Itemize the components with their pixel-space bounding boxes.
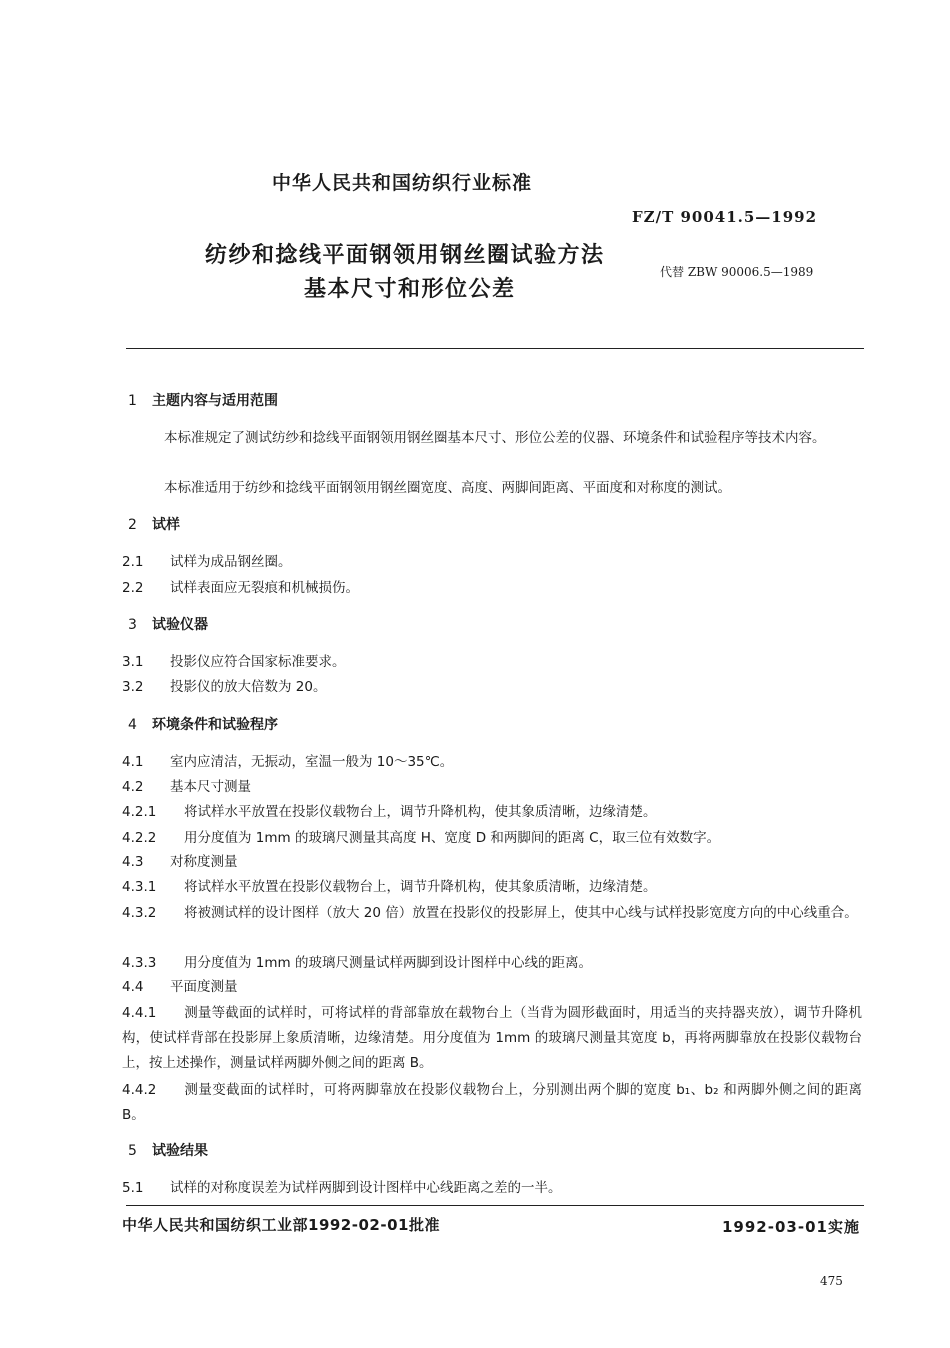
clause-text: 投影仪应符合国家标准要求。 [170,654,346,670]
section-4-heading [128,714,278,734]
clause-text: 将被测试样的设计图样（放大 20 倍）放置在投影仪的投影屏上，使其中心线与试样投影宽度方向的中心线重合。 [184,905,858,921]
clause-number: 4.4.2 [122,1082,157,1098]
page-number: 475 [820,1274,843,1288]
clause-number: 2.2 [122,580,144,596]
clause-number: 4.3.3 [122,955,157,971]
effective-date: 1992-03-01实施 [722,1218,860,1236]
clause-text: 将试样水平放置在投影仪载物台上，调节升降机构，使其象质清晰，边缘清楚。 [184,804,657,820]
section-2-heading [128,514,180,534]
clause-4-3-1 [122,877,657,897]
section-5-heading [128,1140,208,1160]
clause-number: 4.1 [122,754,144,770]
section-number: 4 [128,717,137,733]
clause-text: 基本尺寸测量 [170,779,251,795]
clause-3-1 [122,652,346,672]
clause-4-3-2 [122,901,862,926]
clause-3-2 [122,677,326,697]
clause-text: 将试样水平放置在投影仪载物台上，调节升降机构，使其象质清晰，边缘清楚。 [184,879,657,895]
clause-text: 室内应清洁，无振动，室温一般为 10～35℃。 [170,754,454,770]
clause-2-1 [122,552,292,572]
section-number: 3 [128,617,137,633]
clause-text: 试样表面应无裂痕和机械损伤。 [170,580,359,596]
clause-4-4-2 [122,1078,862,1128]
clause-number: 2.1 [122,554,144,570]
clause-4-1 [122,752,453,772]
clause-text: 试样的对称度误差为试样两脚到设计图样中心线距离之差的一半。 [170,1180,562,1196]
clause-number: 4.4.1 [122,1005,157,1021]
clause-4-4-1 [122,1001,862,1076]
clause-4-2-1 [122,802,657,822]
clause-text: 测量变截面的试样时，可将两脚靠放在投影仪载物台上，分别测出两个脚的宽度 b₁、b₂ 和两脚外侧之间的距离 B。 [122,1082,862,1123]
clause-number: 4.2.2 [122,830,157,846]
clause-text: 用分度值为 1mm 的玻璃尺测量试样两脚到设计图样中心线的距离。 [184,955,592,971]
section-title: 试样 [152,517,180,533]
clause-number: 4.4 [122,979,144,995]
section-3-heading [128,614,208,634]
clause-number: 3.1 [122,654,144,670]
section-number: 2 [128,517,137,533]
clause-4-3-3 [122,953,592,973]
clause-text: 对称度测量 [170,854,238,870]
clause-text: 用分度值为 1mm 的玻璃尺测量其高度 H、宽度 D 和两脚间的距离 C，取三位有效数字。 [184,830,721,846]
clause-4-2-2 [122,828,720,848]
clause-text: 平面度测量 [170,979,238,995]
standard-code: FZ/T 90041.5—1992 [632,208,818,226]
section-1-paragraph-2: 本标准适用于纺纱和捻线平面钢领用钢丝圈宽度、高度、两脚间距离、平面度和对称度的测试。 [164,480,731,496]
section-1-heading [128,390,278,410]
section-number: 1 [128,393,137,409]
section-title: 主题内容与适用范围 [152,393,278,409]
clause-text: 测量等截面的试样时，可将试样的背部靠放在载物台上（当背为圆形截面时，用适当的夹持器夹放），调节升降机构，使试样背部在投影屏上象质清晰，边缘清楚。用分度值为 1mm 的玻璃尺测量其宽度 b，再将两脚靠放在投影仪载物台上，按上述操作，测量试样两脚外侧之间的距离 B。 [122,1005,862,1071]
header-divider [126,348,864,349]
clause-number: 4.2 [122,779,144,795]
issuing-org-heading: 中华人民共和国纺织行业标准 [272,172,533,194]
clause-4-2 [122,777,251,797]
clause-2-2 [122,578,359,598]
document-title-line2: 基本尺寸和形位公差 [304,277,516,302]
clause-number: 4.3 [122,854,144,870]
clause-5-1 [122,1178,562,1198]
section-title: 试验仪器 [152,617,208,633]
clause-number: 3.2 [122,679,144,695]
clause-number: 5.1 [122,1180,144,1196]
replaces-standard: 代替 ZBW 90006.5—1989 [660,265,814,279]
section-number: 5 [128,1143,137,1159]
clause-4-3 [122,852,238,872]
clause-text: 投影仪的放大倍数为 20。 [170,679,327,695]
approval-statement: 中华人民共和国纺织工业部1992-02-01批准 [122,1216,440,1234]
footer-divider [126,1205,864,1206]
clause-4-4 [122,977,238,997]
section-1-paragraph-1: 本标准规定了测试纺纱和捻线平面钢领用钢丝圈基本尺寸、形位公差的仪器、环境条件和试验程序等技术内容。 [164,430,826,446]
clause-text: 试样为成品钢丝圈。 [170,554,292,570]
clause-number: 4.2.1 [122,804,157,820]
section-title: 环境条件和试验程序 [152,717,278,733]
clause-number: 4.3.2 [122,905,157,921]
document-title-line1: 纺纱和捻线平面钢领用钢丝圈试验方法 [205,243,605,268]
section-title: 试验结果 [152,1143,208,1159]
clause-number: 4.3.1 [122,879,157,895]
